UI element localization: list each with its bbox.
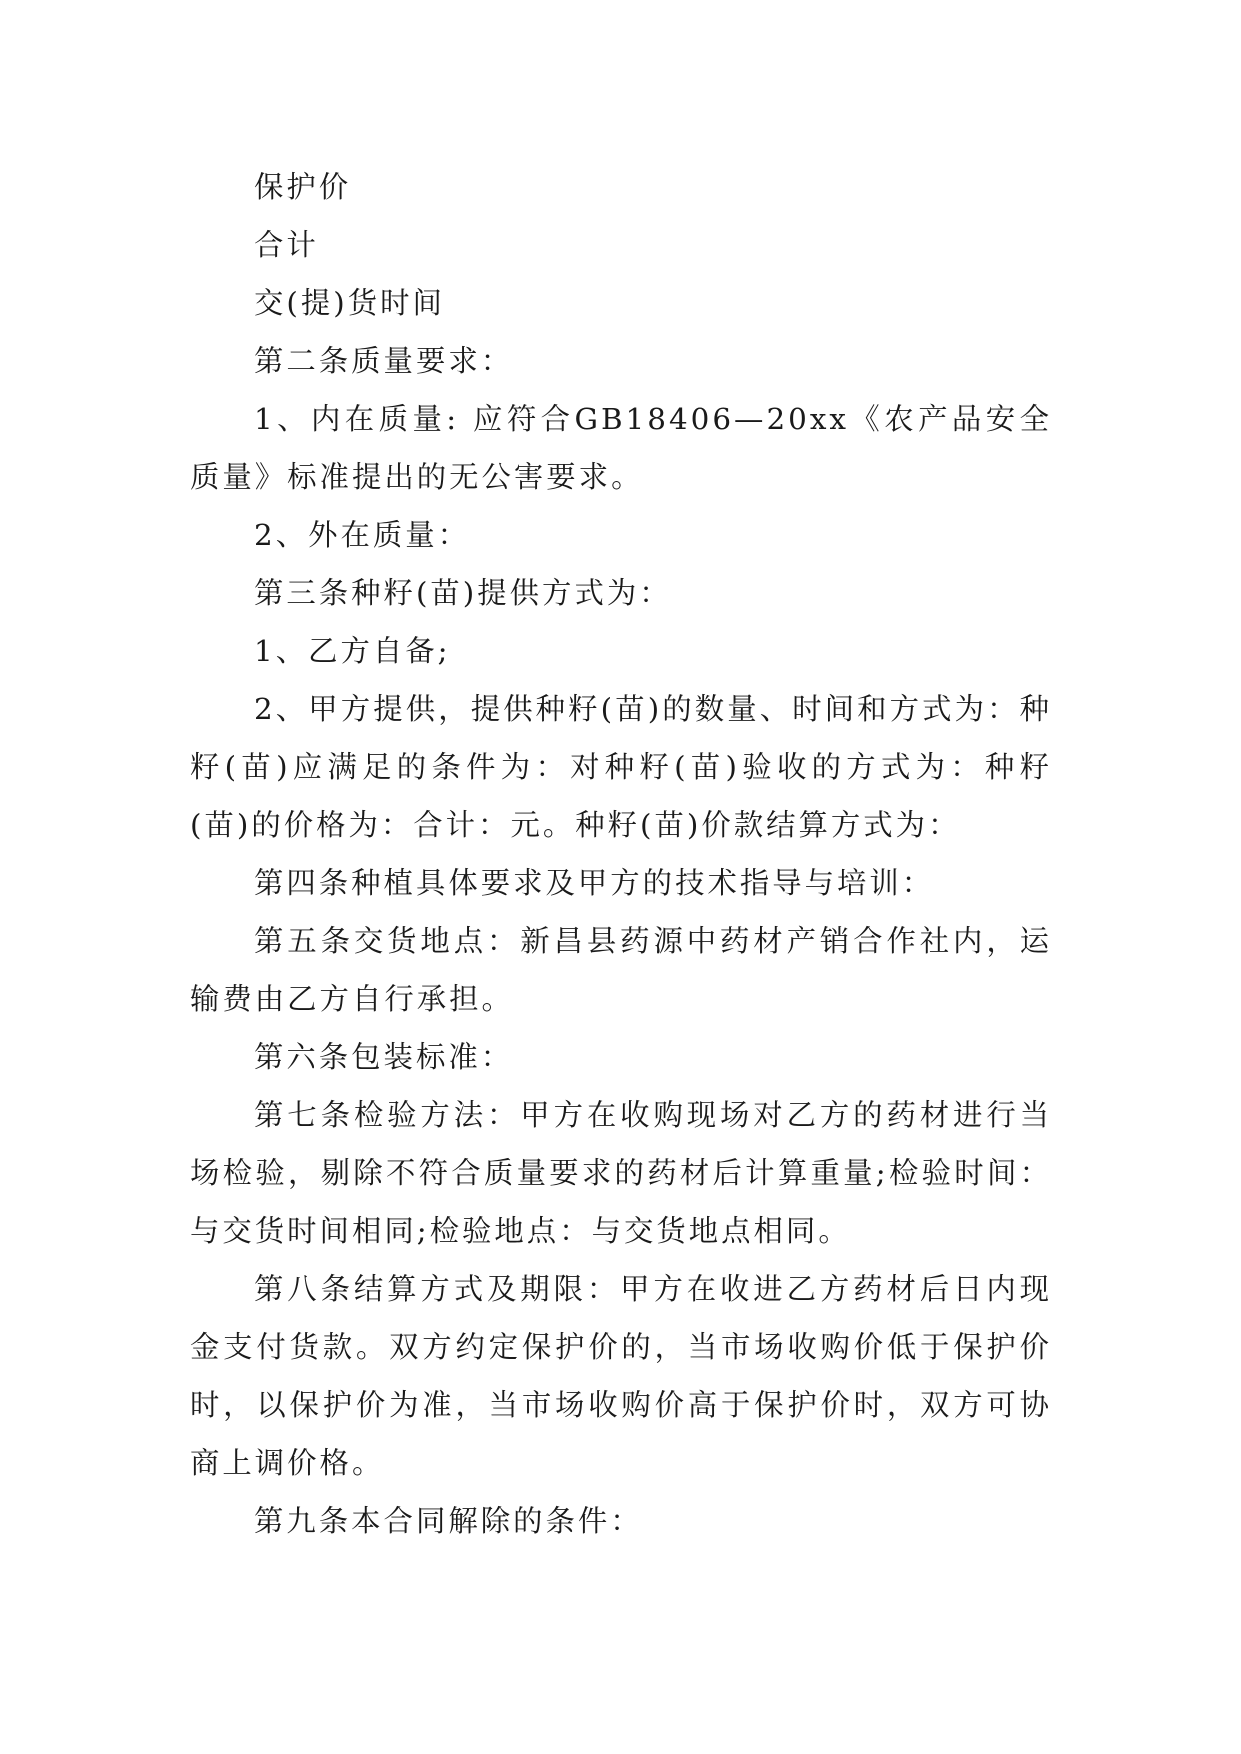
paragraph-external-quality: 2、外在质量： bbox=[254, 518, 471, 552]
paragraph-total: 合计 bbox=[254, 228, 319, 262]
paragraph-seed-party-a-supplied: 2、甲方提供，提供种籽(苗)的数量、时间和方式为：种籽(苗)应满足的条件为：对种籽(苗)验收的方式为：种籽(苗)的价格为：合计：元。种籽(苗)价款结算方式为： bbox=[190, 692, 1052, 842]
paragraph-article-8: 第八条结算方式及期限：甲方在收进乙方药材后日内现金支付货款。双方约定保护价的，当市场收购价低于保护价时，以保护价为准，当市场收购价高于保护价时，双方可协商上调价格。 bbox=[190, 1272, 1052, 1480]
paragraph-protection-price: 保护价 bbox=[254, 170, 352, 204]
paragraph-article-7: 第七条检验方法：甲方在收购现场对乙方的药材进行当场检验，剔除不符合质量要求的药材后计算重量;检验时间：与交货时间相同;检验地点：与交货地点相同。 bbox=[190, 1098, 1052, 1248]
paragraph-article-4: 第四条种植具体要求及甲方的技术指导与培训： bbox=[254, 866, 935, 900]
paragraph-seed-self-supplied: 1、乙方自备; bbox=[254, 634, 451, 668]
paragraph-article-2-heading: 第二条质量要求： bbox=[254, 344, 514, 378]
paragraph-article-3-heading: 第三条种籽(苗)提供方式为： bbox=[254, 576, 672, 610]
paragraph-article-5: 第五条交货地点：新昌县药源中药材产销合作社内，运输费由乙方自行承担。 bbox=[190, 924, 1052, 1016]
paragraph-article-6: 第六条包装标准： bbox=[254, 1040, 514, 1074]
paragraph-delivery-time: 交(提)货时间 bbox=[254, 286, 445, 320]
paragraph-article-9: 第九条本合同解除的条件： bbox=[254, 1504, 643, 1538]
document-body bbox=[190, 158, 1052, 1550]
paragraph-internal-quality: 1、内在质量: 应符合GB18406—20xx《农产品安全质量》标准提出的无公害要求。 bbox=[190, 402, 1052, 494]
